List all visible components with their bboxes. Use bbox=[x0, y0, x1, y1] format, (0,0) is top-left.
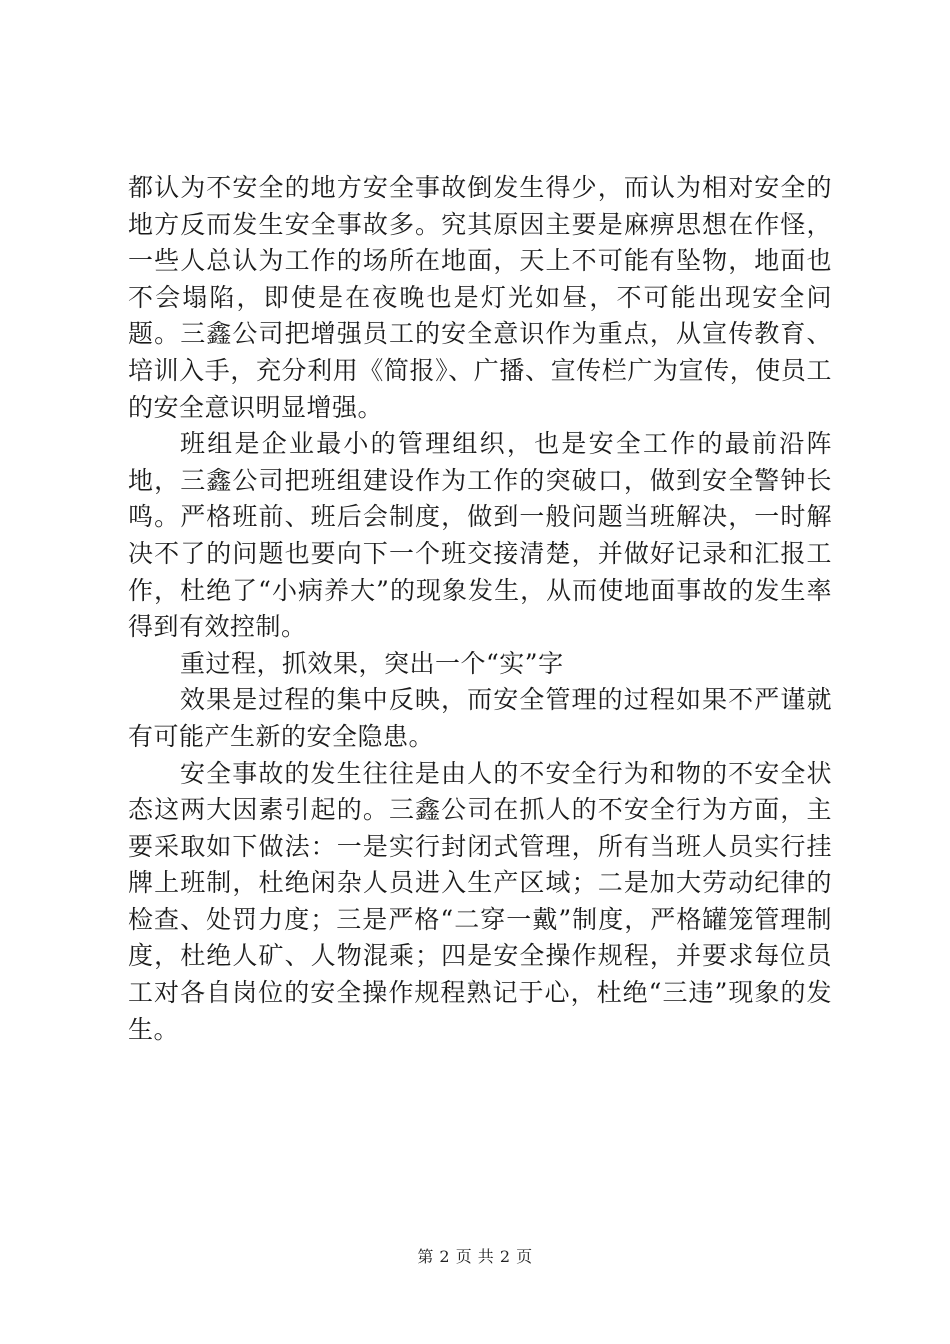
paragraph-1: 都认为不安全的地方安全事故倒发生得少，而认为相对安全的地方反而发生安全事故多。究其原因主要是麻痹思想在作怪，一些人总认为工作的场所在地面，天上不可能有坠物，地面也不会塌陷，即使是在夜晚也是灯光如昼，不可能出现安全问题。三鑫公司把增强员工的安全意识作为重点，从宣传教育、培训入手，充分利用《简报》、广播、宣传栏广为宣传，使员工的安全意识明显增强。 bbox=[128, 173, 832, 422]
paragraph-2: 班组是企业最小的管理组织，也是安全工作的最前沿阵地，三鑫公司把班组建设作为工作的突破口，做到安全警钟长鸣。严格班前、班后会制度，做到一般问题当班解决，一时解决不了的问题也要向下一个班交接清楚，并做好记录和汇报工作，杜绝了“小病养大”的现象发生，从而使地面事故的发生率得到有效控制。 bbox=[128, 429, 832, 642]
document-body bbox=[128, 170, 832, 1048]
section-heading: 重过程，抓效果，突出一个“实”字 bbox=[180, 648, 564, 678]
paragraph-3: 效果是过程的集中反映，而安全管理的过程如果不严谨就有可能产生新的安全隐患。 bbox=[128, 685, 832, 751]
page-number-footer: 第 2 页 共 2 页 bbox=[417, 1247, 533, 1266]
paragraph-4: 安全事故的发生往往是由人的不安全行为和物的不安全状态这两大因素引起的。三鑫公司在抓人的不安全行为方面，主要采取如下做法：一是实行封闭式管理，所有当班人员实行挂牌上班制，杜绝闲杂人员进入生产区域；二是加大劳动纪律的检查、处罚力度；三是严格“二穿一戴”制度，严格罐笼管理制度，杜绝人矿、人物混乘；四是安全操作规程，并要求每位员工对各自岗位的安全操作规程熟记于心，杜绝“三违”现象的发生。 bbox=[128, 758, 832, 1044]
